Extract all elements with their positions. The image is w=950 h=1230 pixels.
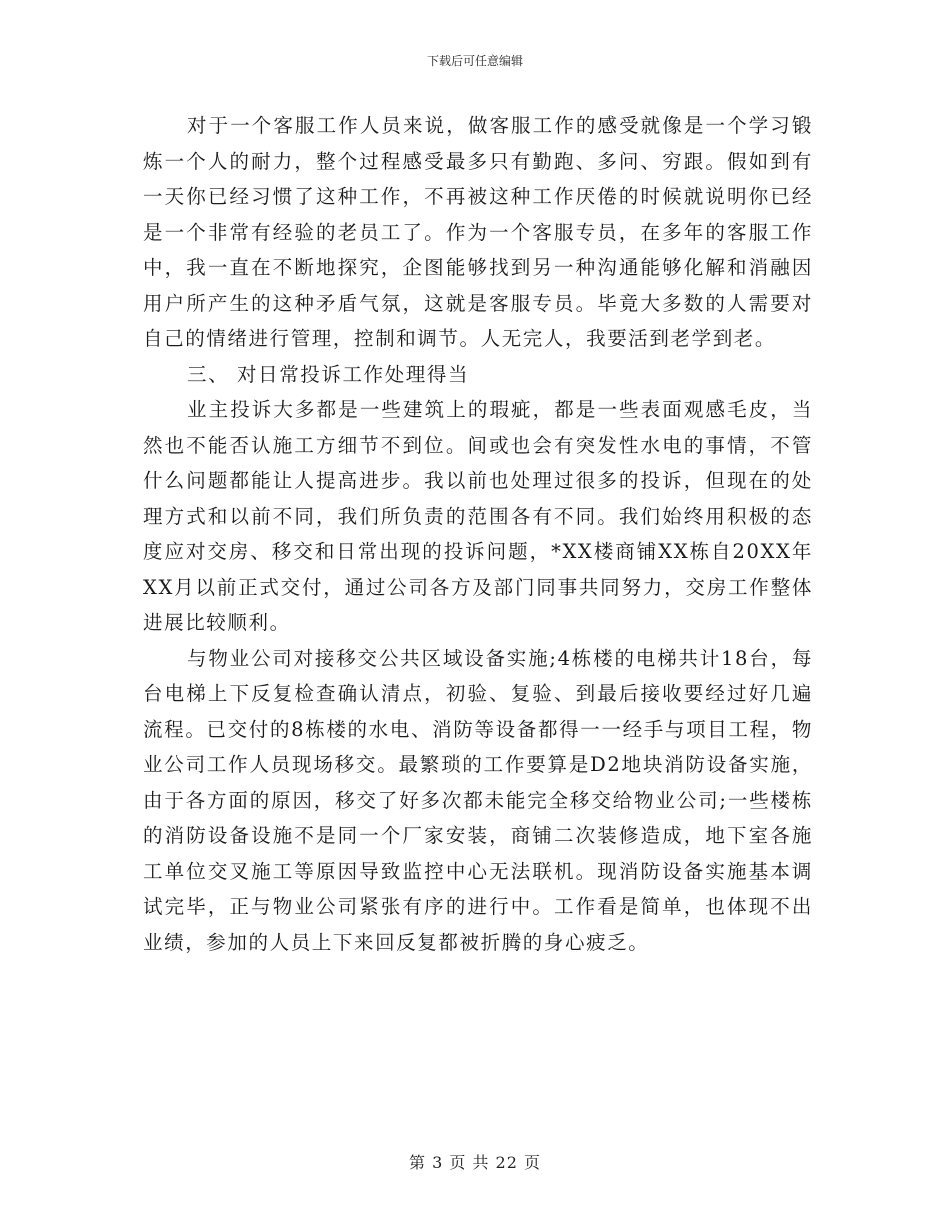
section-heading-complaints: 三、 对日常投诉工作处理得当: [187, 362, 470, 386]
page-footer: 第 3 页 共 22 页: [409, 1153, 541, 1172]
paragraph-handover: 与物业公司对接移交公共区域设备实施;4栋楼的电梯共计18台，每台电梯上下反复检查确认清点，初验、复验、到最后接收要经过好几遍流程。已交付的8栋楼的水电、消防等设备都得一一经手与项目工程，物业公司工作人员现场移交。最繁琐的工作要算是D2地块消防设备实施，由于各方面的原因，移交了好多次都未能完全移交给物业公司;一些楼栋的消防设备设施不是同一个厂家安装，商铺二次装修造成，地下室各施工单位交叉施工等原因导致监控中心无法联机。现消防设备实施基本调试完毕，正与物业公司紧张有序的进行中。工作看是简单，也体现不出业绩，参加的人员上下来回反复都被折腾的身心疲乏。: [143, 646, 813, 954]
page-header: 下载后可任意编辑: [426, 54, 523, 68]
document-body: [143, 108, 813, 960]
paragraph-complaints: 业主投诉大多都是一些建筑上的瑕疵，都是一些表面观感毛皮，当然也不能否认施工方细节不到位。间或也会有突发性水电的事情，不管什么问题都能让人提高进步。我以前也处理过很多的投诉，但现在的处理方式和以前不同，我们所负责的范围各有不同。我们始终用积极的态度应对交房、移交和日常出现的投诉问题，*XX楼商铺XX栋自20XX年XX月以前正式交付，通过公司各方及部门同事共同努力，交房工作整体进展比较顺利。: [143, 398, 813, 634]
paragraph-customer-service: 对于一个客服工作人员来说，做客服工作的感受就像是一个学习锻炼一个人的耐力，整个过程感受最多只有勤跑、多问、穷跟。假如到有一天你已经习惯了这种工作，不再被这种工作厌倦的时候就说明你已经是一个非常有经验的老员工了。作为一个客服专员，在多年的客服工作中，我一直在不断地探究，企图能够找到另一种沟通能够化解和消融因用户所产生的这种矛盾气氛，这就是客服专员。毕竟大多数的人需要对自己的情绪进行管理，控制和调节。人无完人，我要活到老学到老。: [143, 114, 813, 350]
